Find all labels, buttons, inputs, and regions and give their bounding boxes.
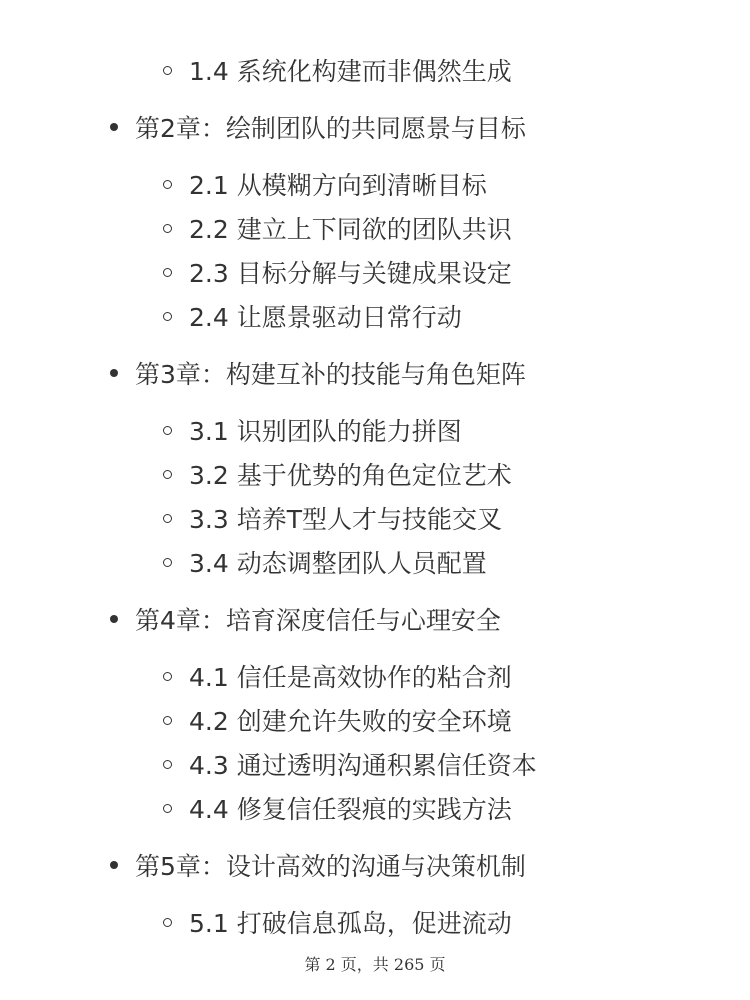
toc-section-label: 2.4 让愿景驱动日常行动 bbox=[189, 303, 462, 332]
filled-bullet-icon bbox=[110, 615, 118, 623]
toc-section-label: 4.2 创建允许失败的安全环境 bbox=[189, 707, 512, 736]
hollow-bullet-icon bbox=[163, 804, 172, 813]
toc-section-item bbox=[163, 665, 512, 690]
toc-section-label: 3.1 识别团队的能力拼图 bbox=[189, 417, 462, 446]
hollow-bullet-icon bbox=[163, 224, 172, 233]
toc-section-label: 2.2 建立上下同欲的团队共识 bbox=[189, 215, 512, 244]
hollow-bullet-icon bbox=[163, 312, 172, 321]
toc-chapter-label: 第5章：设计高效的沟通与决策机制 bbox=[135, 852, 526, 881]
toc-section-item bbox=[163, 709, 512, 734]
toc-section-item bbox=[163, 753, 537, 778]
hollow-bullet-icon bbox=[163, 426, 172, 435]
toc-chapter-item bbox=[110, 854, 526, 879]
toc-section-label: 4.4 修复信任裂痕的实践方法 bbox=[189, 795, 512, 824]
toc-section-item bbox=[163, 419, 462, 444]
filled-bullet-icon bbox=[110, 123, 118, 131]
filled-bullet-icon bbox=[110, 861, 118, 869]
toc-section-label: 1.4 系统化构建而非偶然生成 bbox=[189, 57, 512, 86]
hollow-bullet-icon bbox=[163, 66, 172, 75]
hollow-bullet-icon bbox=[163, 918, 172, 927]
toc-section-item bbox=[163, 797, 512, 822]
toc-chapter-label: 第3章：构建互补的技能与角色矩阵 bbox=[135, 360, 526, 389]
toc-section-item bbox=[163, 911, 512, 936]
toc-chapter-item bbox=[110, 362, 526, 387]
hollow-bullet-icon bbox=[163, 716, 172, 725]
toc-section-label: 3.3 培养T型人才与技能交叉 bbox=[189, 505, 502, 534]
filled-bullet-icon bbox=[110, 369, 118, 377]
toc-chapter-label: 第4章：培育深度信任与心理安全 bbox=[135, 606, 501, 635]
hollow-bullet-icon bbox=[163, 268, 172, 277]
toc-section-item bbox=[163, 551, 487, 576]
toc-section-item bbox=[163, 173, 487, 198]
toc-chapter-label: 第2章：绘制团队的共同愿景与目标 bbox=[135, 114, 526, 143]
toc-section-label: 3.4 动态调整团队人员配置 bbox=[189, 549, 487, 578]
toc-section-label: 5.1 打破信息孤岛，促进流动 bbox=[189, 909, 512, 938]
toc-section-label: 2.3 目标分解与关键成果设定 bbox=[189, 259, 512, 288]
toc-section-item bbox=[163, 507, 502, 532]
toc-section-label: 2.1 从模糊方向到清晰目标 bbox=[189, 171, 487, 200]
toc-section-label: 4.3 通过透明沟通积累信任资本 bbox=[189, 751, 537, 780]
hollow-bullet-icon bbox=[163, 180, 172, 189]
hollow-bullet-icon bbox=[163, 672, 172, 681]
page-number-footer: 第 2 页，共 265 页 bbox=[304, 955, 446, 974]
toc-chapter-item bbox=[110, 608, 501, 633]
hollow-bullet-icon bbox=[163, 514, 172, 523]
toc-section-item bbox=[163, 305, 462, 330]
toc-section-item bbox=[163, 261, 512, 286]
hollow-bullet-icon bbox=[163, 760, 172, 769]
toc-section-item bbox=[163, 59, 512, 84]
toc-section-label: 3.2 基于优势的角色定位艺术 bbox=[189, 461, 512, 490]
hollow-bullet-icon bbox=[163, 470, 172, 479]
toc-section-item bbox=[163, 217, 512, 242]
toc-chapter-item bbox=[110, 116, 526, 141]
hollow-bullet-icon bbox=[163, 558, 172, 567]
toc-section-item bbox=[163, 463, 512, 488]
toc-section-label: 4.1 信任是高效协作的粘合剂 bbox=[189, 663, 512, 692]
